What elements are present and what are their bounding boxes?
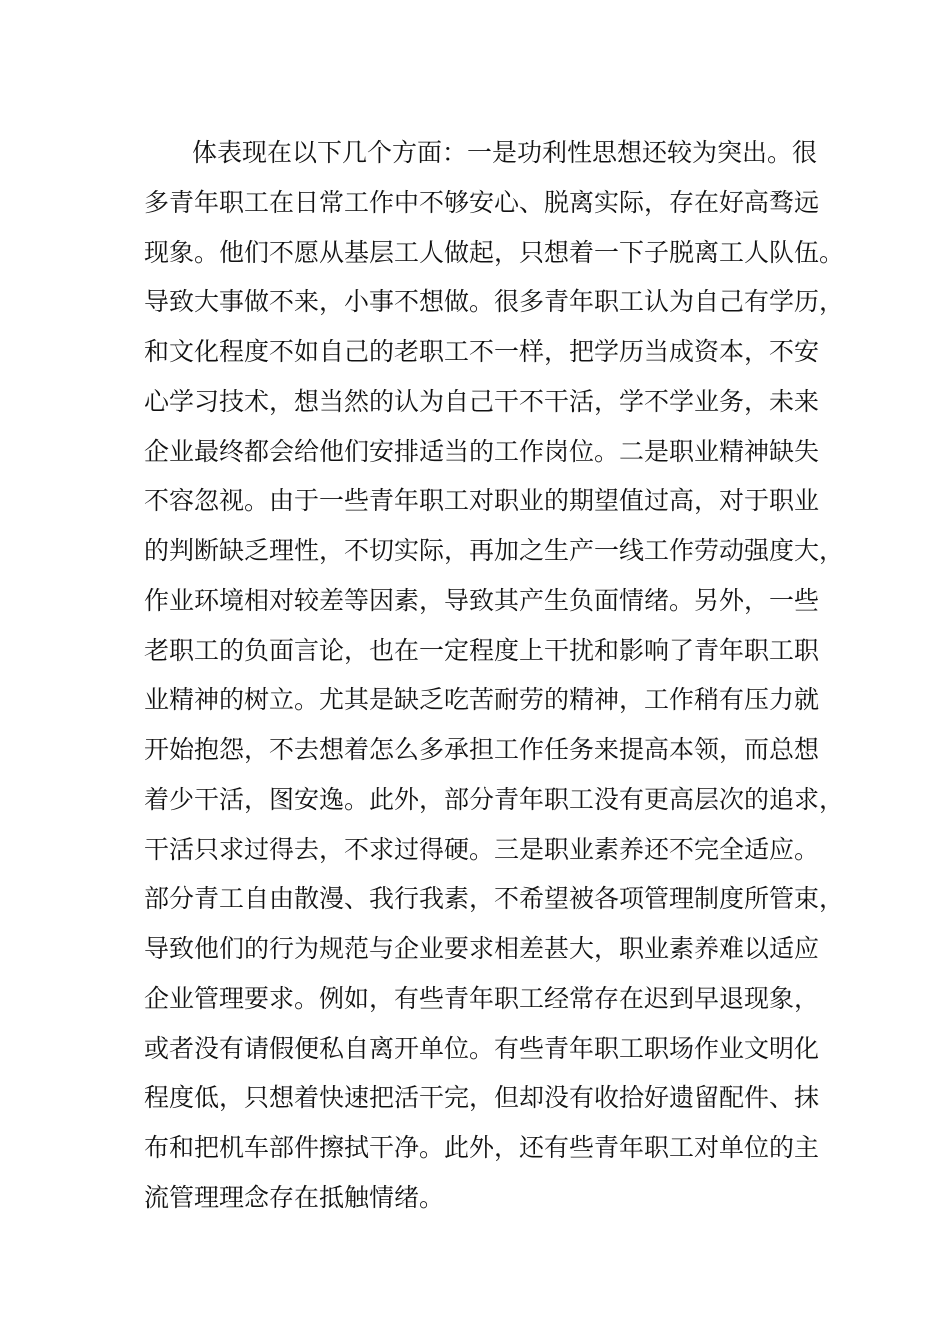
paragraph-line: 干活只求过得去，不求过得硬。三是职业素养还不完全适应。 — [144, 834, 820, 864]
paragraph-line: 布和把机车部件擦拭干净。此外，还有些青年职工对单位的主 — [144, 1133, 820, 1162]
paragraph-line: 流管理理念存在抵触情绪。 — [144, 1182, 445, 1212]
body-paragraph — [144, 128, 845, 1223]
paragraph-line: 部分青工自由散漫、我行我素，不希望被各项管理制度所管束， — [144, 884, 845, 914]
paragraph-line: 体表现在以下几个方面：一是功利性思想还较为突出。很 — [192, 138, 818, 167]
paragraph-line: 企业管理要求。例如，有些青年职工经常存在迟到早退现象， — [144, 983, 820, 1013]
paragraph-line: 作业环境相对较差等因素，导致其产生负面情绪。另外，一些 — [144, 585, 820, 615]
paragraph-line: 多青年职工在日常工作中不够安心、脱离实际，存在好高骛远 — [144, 187, 820, 217]
paragraph-line: 着少干活，图安逸。此外，部分青年职工没有更高层次的追求， — [144, 784, 845, 814]
paragraph-line: 老职工的负面言论，也在一定程度上干扰和影响了青年职工职 — [144, 635, 820, 665]
paragraph-line: 现象。他们不愿从基层工人做起，只想着一下子脱离工人队伍。 — [144, 237, 845, 267]
paragraph-line: 心学习技术，想当然的认为自己干不干活，学不学业务，未来 — [144, 386, 820, 416]
paragraph-line: 业精神的树立。尤其是缺乏吃苦耐劳的精神，工作稍有压力就 — [144, 685, 820, 715]
paragraph-line: 程度低，只想着快速把活干完，但却没有收拾好遗留配件、抹 — [144, 1083, 820, 1113]
paragraph-line: 开始抱怨，不去想着怎么多承担工作任务来提高本领，而总想 — [144, 735, 820, 764]
paragraph-line: 的判断缺乏理性，不切实际，再加之生产一线工作劳动强度大， — [144, 536, 845, 565]
paragraph-line: 导致大事做不来，小事不想做。很多青年职工认为自己有学历， — [144, 287, 845, 317]
paragraph-line: 企业最终都会给他们安排适当的工作岗位。二是职业精神缺失 — [144, 436, 820, 466]
paragraph-line: 和文化程度不如自己的老职工不一样，把学历当成资本，不安 — [144, 337, 820, 366]
paragraph-line: 不容忽视。由于一些青年职工对职业的期望值过高，对于职业 — [144, 486, 820, 516]
paragraph-line: 导致他们的行为规范与企业要求相差甚大，职业素养难以适应 — [144, 934, 820, 963]
paragraph-line: 或者没有请假便私自离开单位。有些青年职工职场作业文明化 — [144, 1033, 820, 1063]
